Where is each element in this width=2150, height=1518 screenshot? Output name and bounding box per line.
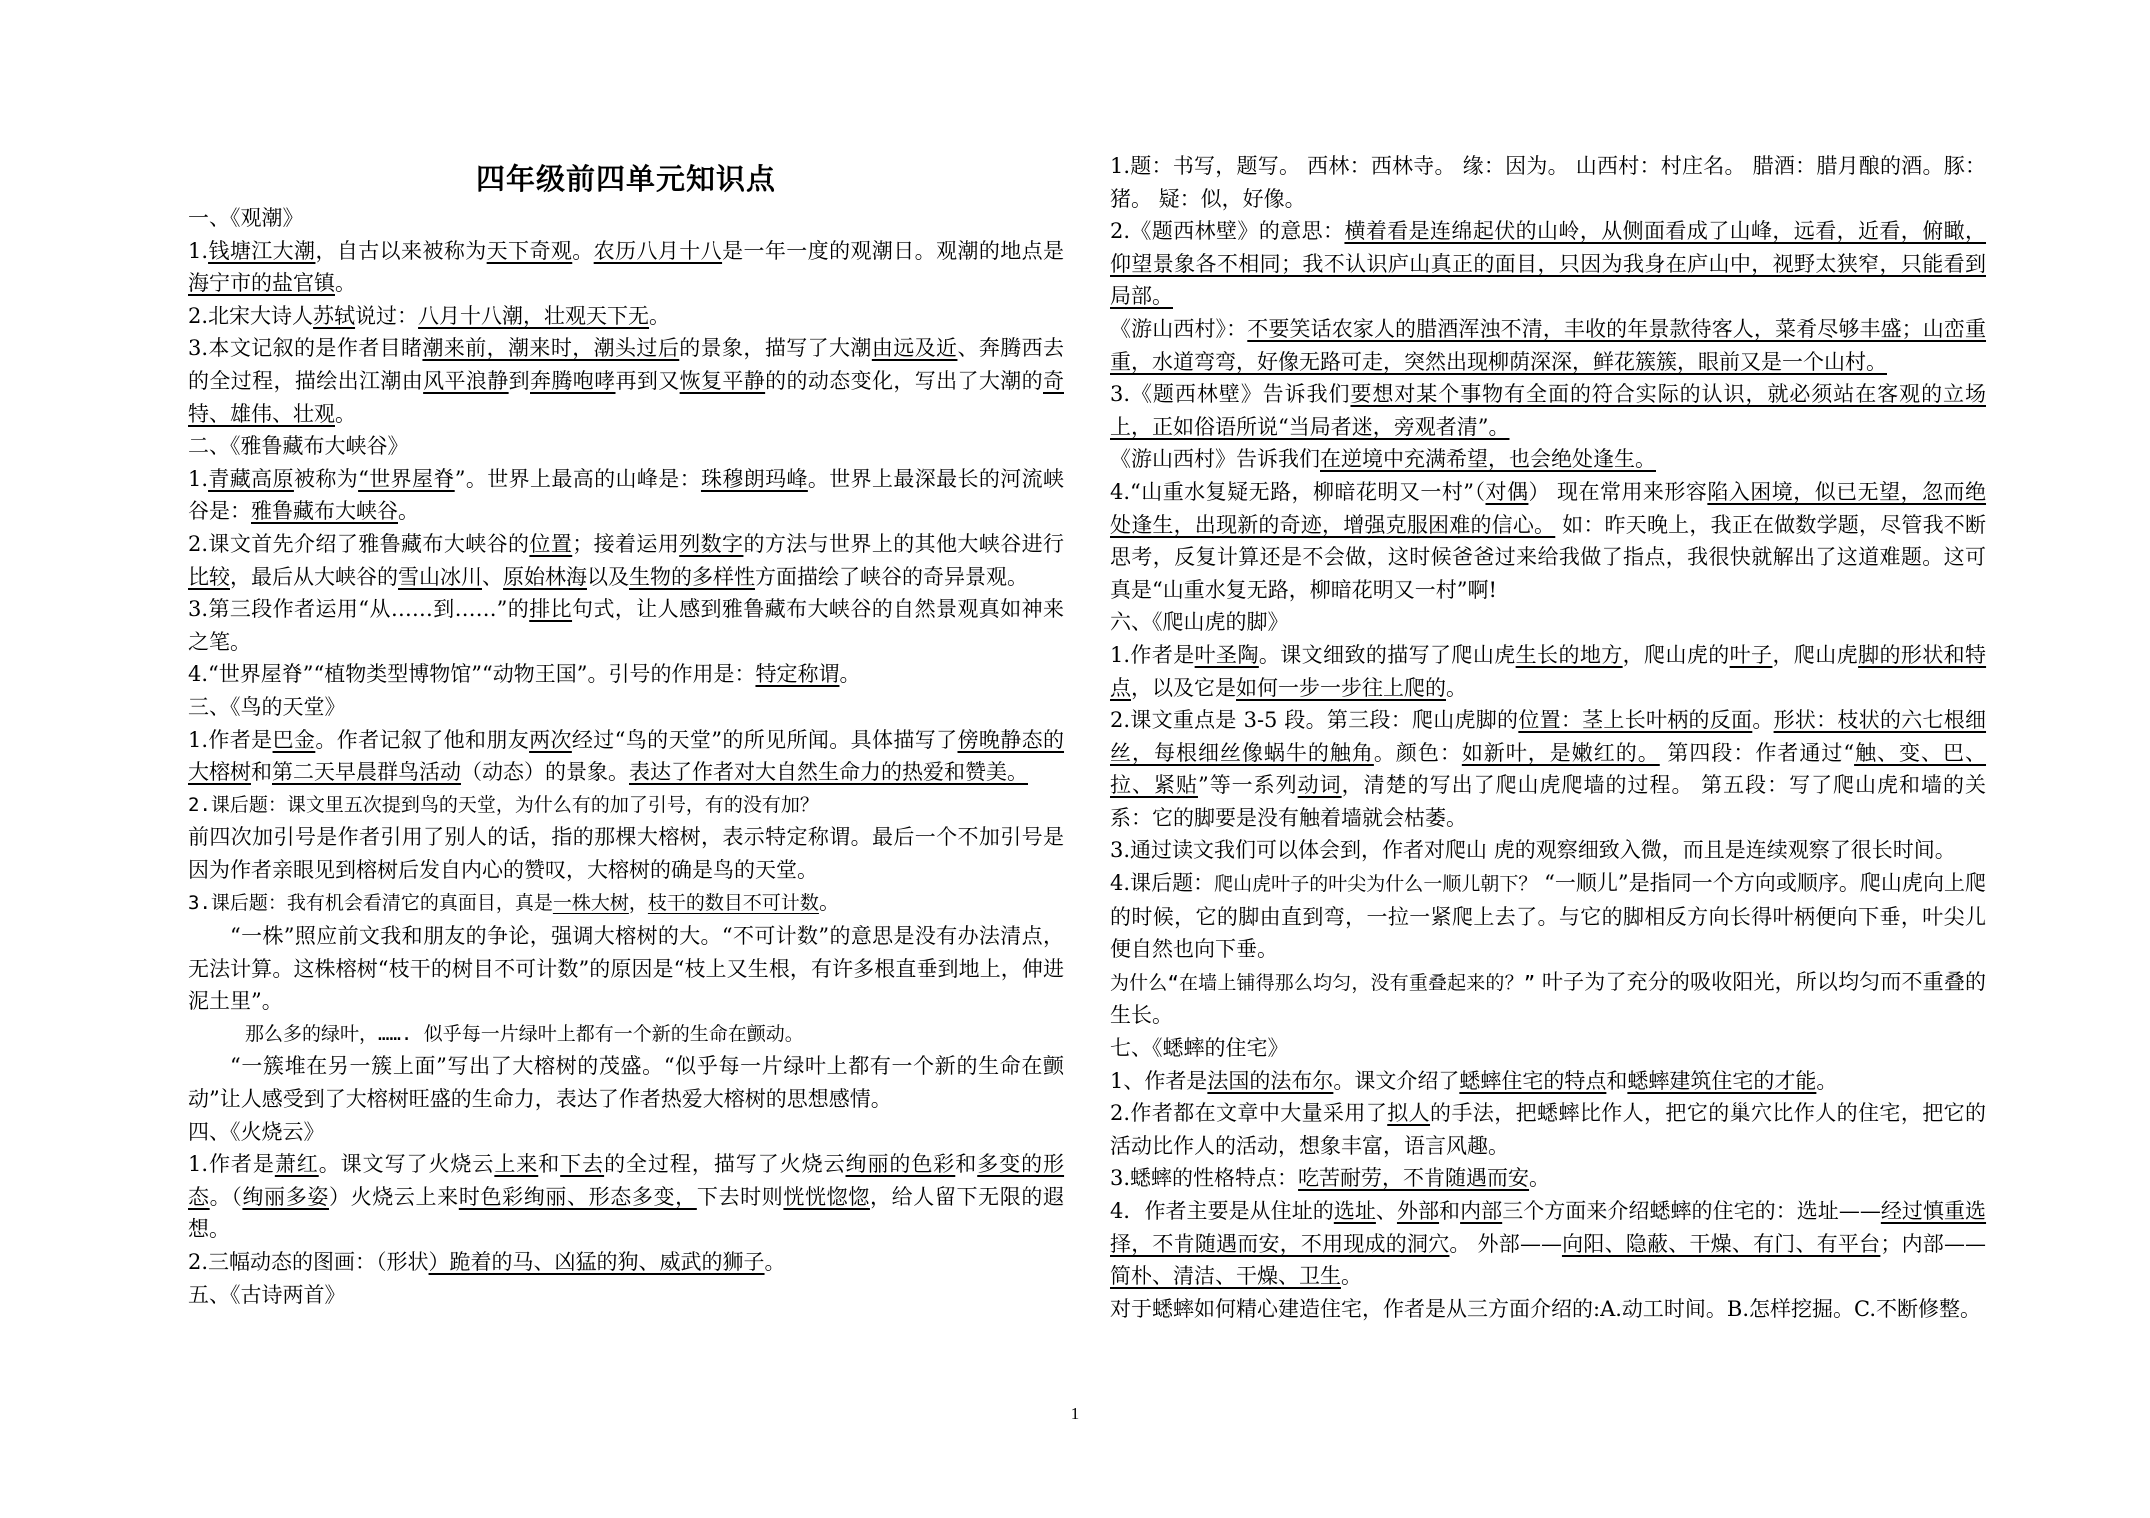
section-heading-fire-clouds: 四、《火烧云》: [188, 1119, 325, 1144]
page-number: 1: [1070, 1404, 1080, 1423]
section-heading-birds-paradise: 三、《鸟的天堂》: [188, 694, 346, 719]
section-heading-yarlung: 二、《雅鲁藏布大峡谷》: [188, 434, 409, 459]
paragraph: 1.青藏高原被称为“世界屋脊”。世界上最高的山峰是：珠穆朗玛峰。世界上最深最长的河流峡谷是：雅鲁藏布大峡谷。: [188, 466, 1065, 524]
paragraph: 1.作者是叶圣陶。课文细致的描写了爬山虎生长的地方，爬山虎的叶子，爬山虎脚的形状和特点，以及它是如何一步一步往上爬的。: [1110, 642, 1987, 700]
paragraph: 1.题：书写，题写。 西林：西林寺。 缘：因为。 山西村：村庄名。 腊酒：腊月酿的酒。豚：猪。 疑：似，好像。: [1110, 154, 1986, 211]
page-title: 四年级前四单元知识点: [475, 162, 776, 196]
paragraph: 4.课后题：爬山虎叶子的叶尖为什么一顺儿朝下？ “一顺儿”是指同一个方向或顺序。爬山虎向上爬的时候，它的脚由直到弯，一拉一紧爬上去了。与它的脚相反方向长得叶柄便向下垂，叶尖儿便自然也向下垂。: [1110, 871, 1986, 962]
paragraph: 4.“山重水复疑无路，柳暗花明又一村”（对偶） 现在常用来形容陷入困境，似已无望，忽而绝处逢生，出现新的奇迹，增强克服困难的信心。 如：昨天晚上，我正在做数学题，尽管我不断思考，反复计算还是不会做，这时候爸爸过来给我做了指点，我很快就解出了这道难题。这可真是“山重水复无路，柳暗花明又一村”啊!: [1110, 479, 1987, 602]
paragraph: 2.作者都在文章中大量采用了拟人的手法，把蟋蟀比作人，把它的巢穴比作人的住宅，把它的活动比作人的活动，想象丰富，语言风趣。: [1110, 1101, 1987, 1158]
paragraph: 1.作者是萧红。课文写了火烧云上来和下去的全过程，描写了火烧云绚丽的色彩和多变的形态。（绚丽多姿）火烧云上来时色彩绚丽、形态多变，下去时则恍恍惚惚，给人留下无限的遐想。: [188, 1152, 1065, 1242]
paragraph: 《游山西村》：不要笑话农家人的腊酒浑浊不清，丰收的年景款待客人，菜肴尽够丰盛；山峦重重，水道弯弯，好像无路可走，突然出现柳荫深深，鲜花簇簇，眼前又是一个山村。: [1110, 316, 1987, 374]
paragraph: 3.第三段作者运用“从……到……”的排比句式，让人感到雅鲁藏布大峡谷的自然景观真如神来之笔。: [188, 597, 1065, 654]
paragraph: 3.课后题：我有机会看清它的真面目，真是一株大树，枝干的数目不可计数。: [188, 890, 840, 915]
paragraph: 2.北宋大诗人苏轼说过：八月十八潮，壮观天下无。: [188, 303, 671, 328]
left-column: [188, 150, 1064, 1311]
section-heading-cricket-home: 七、《蟋蟀的住宅》: [1110, 1036, 1289, 1061]
paragraph: 4.“世界屋脊”“植物类型博物馆”“动物王国”。引号的作用是：特定称谓。: [188, 662, 861, 687]
section-heading-two-poems: 五、《古诗两首》: [188, 1282, 346, 1307]
quote-text: 那么多的绿叶，……. 似乎每一片绿叶上都有一个新的生命在颤动。: [245, 1022, 804, 1045]
paragraph: 2.课文首先介绍了雅鲁藏布大峡谷的位置；接着运用列数字的方法与世界上的其他大峡谷进行比较，最后从大峡谷的雪山冰川、原始林海以及生物的多样性方面描绘了峡谷的奇异景观。: [188, 531, 1065, 589]
paragraph: 3.通过读文我们可以体会到，作者对爬山 虎的观察细致入微，而且是连续观察了很长时间。: [1110, 838, 1956, 863]
paragraph: 2.《题西林壁》的意思：横着看是连绵起伏的山岭，从侧面看成了山峰，远看，近看，俯瞰，仰望景象各不相同；我不认识庐山真正的面目，只因为我身在庐山中，视野太狭窄，只能看到局部。: [1110, 219, 1987, 309]
paragraph: “一株”照应前文我和朋友的争论，强调大榕树的大。“不可计数”的意思是没有办法清点，无法计算。这株榕树“枝干的树目不可计数”的原因是“枝上又生根，有许多根直垂到地上，伸进泥土里”。: [188, 924, 1064, 1014]
paragraph: 4．作者主要是从住址的选址、外部和内部三个方面来介绍蟋蟀的住宅的：选址——经过慎重选择，不肯随遇而安，不用现成的洞穴。 外部——向阳、隐蔽、干燥、有门、有平台；内部——简朴、清洁、干燥、卫生。: [1110, 1199, 1987, 1289]
paragraph: 3.《题西林壁》告诉我们要想对某个事物有全面的符合实际的认识，就必须站在客观的立场上，正如俗语所说“当局者迷，旁观者清”。: [1110, 382, 1986, 439]
paragraph: 《游山西村》告诉我们在逆境中充满希望，也会绝处逢生。: [1110, 447, 1656, 472]
paragraph: 前四次加引号是作者引用了别人的话，指的那棵大榕树，表示特定称谓。最后一个不加引号是因为作者亲眼见到榕树后发自内心的赞叹，大榕树的确是鸟的天堂。: [188, 825, 1064, 882]
paragraph: 2.三幅动态的图画：（形状）跪着的马、凶猛的狗、威武的狮子。: [188, 1250, 786, 1274]
section-heading-ivy-feet: 六、《爬山虎的脚》: [1110, 610, 1289, 635]
paragraph: 3.蟋蟀的性格特点：吃苦耐劳，不肯随遇而安。: [1110, 1166, 1551, 1191]
question-text: 2.课后题：课文里五次提到鸟的天堂，为什么有的加了引号，有的没有加？: [188, 793, 819, 816]
paragraph: 1.作者是巴金。作者记叙了他和朋友两次经过“鸟的天堂”的所见所闻。具体描写了傍晚静态的大榕树和第二天早晨群鸟活动（动态）的景象。表达了作者对大自然生命力的热爱和赞美。: [188, 727, 1065, 785]
right-column: [1110, 150, 1986, 1325]
paragraph: 对于蟋蟀如何精心建造住宅，作者是从三方面介绍的:A.动工时间。B.怎样挖掘。C.不断修整。: [1110, 1296, 1982, 1321]
paragraph: 1、作者是法国的法布尔。课文介绍了蟋蟀住宅的特点和蟋蟀建筑住宅的才能。: [1110, 1068, 1838, 1093]
paragraph: “一簇堆在另一簇上面”写出了大榕树的茂盛。“似乎每一片绿叶上都有一个新的生命在颤动”让人感受到了大榕树旺盛的生命力，表达了作者热爱大榕树的思想感情。: [188, 1054, 1064, 1112]
paragraph: 1.钱塘江大潮，自古以来被称为天下奇观。农历八月十八是一年一度的观潮日。观潮的地点是海宁市的盐官镇。: [188, 238, 1065, 296]
paragraph: 3.本文记叙的是作者目睹潮来前，潮来时，潮头过后的景象，描写了大潮由远及近、奔腾西去的全过程，描绘出江潮由风平浪静到奔腾咆哮再到又恢复平静的的动态变化，写出了大潮的奇特、雄伟、壮观。: [188, 336, 1065, 426]
section-heading-guanchao: 一、《观潮》: [188, 206, 304, 230]
paragraph: 为什么“在墙上铺得那么均匀，没有重叠起来的？” 叶子为了充分的吸收阳光，所以均匀而不重叠的生长。: [1110, 969, 1986, 1028]
paragraph: 2.课文重点是 3-5 段。第三段：爬山虎脚的位置：茎上长叶柄的反面。形状：枝状的六七根细丝，每根细丝像蜗牛的触角。颜色：如新叶，是嫩红的。 第四段：作者通过“触、变、巴、拉、紧贴”等一系列动词，清楚的写出了爬山虎爬墙的过程。 第五段：写了爬山虎和墙的关系：它的脚要是没有触着墙就会枯萎。: [1110, 708, 1987, 830]
